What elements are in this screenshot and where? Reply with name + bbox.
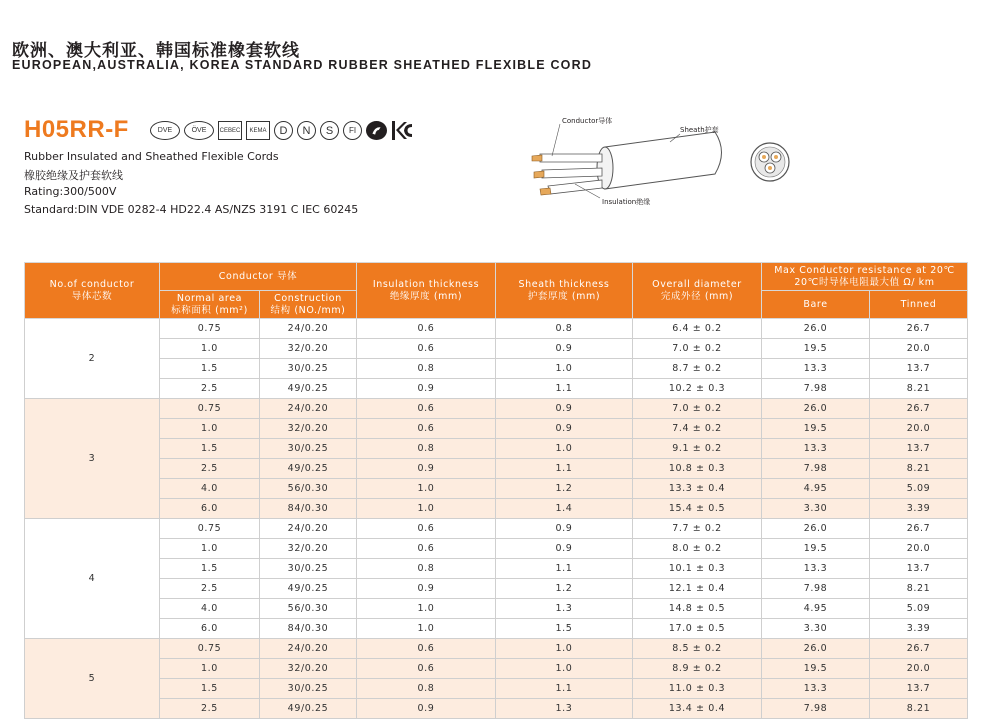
cell-construction: 49/0.25 — [260, 579, 357, 599]
cell-bare: 26.0 — [762, 319, 870, 339]
cell-bare: 3.30 — [762, 499, 870, 519]
s-mark-icon: S — [320, 121, 339, 140]
cell-tinned: 3.39 — [870, 619, 968, 639]
cell-tinned: 13.7 — [870, 359, 968, 379]
cell-insulation: 0.6 — [357, 639, 496, 659]
cell-diameter: 12.1 ± 0.4 — [633, 579, 762, 599]
insulation-label: Insulation绝缘 — [602, 198, 651, 206]
cell-sheath: 1.3 — [496, 599, 633, 619]
vde-mark-icon: DVE — [150, 121, 180, 140]
cell-bare: 26.0 — [762, 399, 870, 419]
cell-insulation: 1.0 — [357, 499, 496, 519]
table-row — [25, 599, 968, 619]
table-row — [25, 439, 968, 459]
description-en: Rubber Insulated and Sheathed Flexible Cords — [24, 150, 279, 163]
table-row — [25, 339, 968, 359]
cell-area: 1.0 — [160, 539, 260, 559]
cell-bare: 7.98 — [762, 699, 870, 719]
cell-tinned: 8.21 — [870, 579, 968, 599]
cell-insulation: 1.0 — [357, 599, 496, 619]
ove-mark-icon: ÖVE — [184, 121, 214, 140]
cell-construction: 49/0.25 — [260, 699, 357, 719]
cell-construction: 32/0.20 — [260, 539, 357, 559]
cell-sheath: 1.1 — [496, 559, 633, 579]
cell-construction: 84/0.30 — [260, 499, 357, 519]
cell-construction: 32/0.20 — [260, 659, 357, 679]
description-cn: 橡胶绝缘及护套软线 — [24, 169, 123, 182]
cell-sheath: 1.1 — [496, 379, 633, 399]
cell-sheath: 0.9 — [496, 419, 633, 439]
table-row — [25, 659, 968, 679]
cell-construction: 56/0.30 — [260, 599, 357, 619]
table-row — [25, 319, 968, 339]
cell-tinned: 20.0 — [870, 419, 968, 439]
cell-diameter: 8.0 ± 0.2 — [633, 539, 762, 559]
cell-tinned: 3.39 — [870, 499, 968, 519]
cell-construction: 30/0.25 — [260, 359, 357, 379]
conductor-count-cell: 5 — [25, 639, 160, 719]
cell-bare: 19.5 — [762, 419, 870, 439]
spec-table-body — [25, 319, 968, 719]
header-bare: Bare — [762, 291, 870, 319]
standard: Standard:DIN VDE 0282-4 HD22.4 AS/NZS 3191 C IEC 60245 — [24, 203, 359, 216]
cell-bare: 26.0 — [762, 639, 870, 659]
spec-table — [24, 262, 968, 719]
table-row — [25, 399, 968, 419]
cell-insulation: 1.0 — [357, 479, 496, 499]
table-row — [25, 699, 968, 719]
table-row — [25, 359, 968, 379]
cell-diameter: 14.8 ± 0.5 — [633, 599, 762, 619]
cell-tinned: 20.0 — [870, 659, 968, 679]
table-row — [25, 479, 968, 499]
kema-mark-icon: KEMA — [246, 121, 270, 140]
cell-bare: 19.5 — [762, 659, 870, 679]
cell-construction: 24/0.20 — [260, 639, 357, 659]
cell-bare: 7.98 — [762, 379, 870, 399]
kc-mark-icon — [391, 120, 413, 141]
cell-area: 2.5 — [160, 459, 260, 479]
cell-area: 2.5 — [160, 379, 260, 399]
conductor-count-cell: 4 — [25, 519, 160, 639]
cell-tinned: 20.0 — [870, 339, 968, 359]
cell-construction: 30/0.25 — [260, 559, 357, 579]
cell-area: 2.5 — [160, 699, 260, 719]
cell-insulation: 1.0 — [357, 619, 496, 639]
header-resistance: Max Conductor resistance at 20℃ 20℃时导体电阻最大值 Ω/ km — [762, 263, 968, 291]
table-row — [25, 559, 968, 579]
table-row — [25, 579, 968, 599]
page-title-cn: 欧洲、澳大利亚、韩国标准橡套软线 — [12, 41, 300, 61]
cell-area: 0.75 — [160, 519, 260, 539]
cell-area: 1.0 — [160, 419, 260, 439]
cell-sheath: 1.0 — [496, 359, 633, 379]
cell-tinned: 5.09 — [870, 599, 968, 619]
table-row — [25, 639, 968, 659]
cell-insulation: 0.8 — [357, 679, 496, 699]
cell-insulation: 0.6 — [357, 419, 496, 439]
cell-area: 6.0 — [160, 499, 260, 519]
cell-sheath: 1.1 — [496, 459, 633, 479]
n-mark-icon: N — [297, 121, 316, 140]
cell-bare: 13.3 — [762, 439, 870, 459]
cell-sheath: 0.9 — [496, 339, 633, 359]
cell-sheath: 1.3 — [496, 699, 633, 719]
cell-insulation: 0.9 — [357, 699, 496, 719]
cell-diameter: 10.2 ± 0.3 — [633, 379, 762, 399]
cell-area: 1.0 — [160, 339, 260, 359]
cell-bare: 13.3 — [762, 359, 870, 379]
cell-sheath: 1.0 — [496, 439, 633, 459]
conductor-count-cell: 3 — [25, 399, 160, 519]
cell-bare: 4.95 — [762, 599, 870, 619]
cell-area: 0.75 — [160, 319, 260, 339]
cell-tinned: 26.7 — [870, 319, 968, 339]
certification-marks — [150, 120, 413, 141]
cell-construction: 84/0.30 — [260, 619, 357, 639]
cell-diameter: 11.0 ± 0.3 — [633, 679, 762, 699]
cell-area: 4.0 — [160, 599, 260, 619]
cell-bare: 13.3 — [762, 679, 870, 699]
cell-bare: 4.95 — [762, 479, 870, 499]
cell-construction: 32/0.20 — [260, 419, 357, 439]
header-normal-area: Normal area 标称面积 (mm²) — [160, 291, 260, 319]
conductor-count-cell: 2 — [25, 319, 160, 399]
cell-construction: 49/0.25 — [260, 379, 357, 399]
cell-tinned: 13.7 — [870, 439, 968, 459]
saa-mark-icon — [366, 121, 387, 140]
header-conductor: Conductor 导体 — [160, 263, 357, 291]
model-name: H05RR-F — [24, 116, 129, 143]
sheath-label: Sheath护套 — [680, 126, 719, 134]
table-row — [25, 379, 968, 399]
table-row — [25, 679, 968, 699]
header-sheath: Sheath thickness 护套厚度 (mm) — [496, 263, 633, 319]
cell-construction: 32/0.20 — [260, 339, 357, 359]
header-conductors-no: No.of conductor 导体芯数 — [25, 263, 160, 319]
cell-construction: 49/0.25 — [260, 459, 357, 479]
cell-sheath: 0.9 — [496, 539, 633, 559]
cell-construction: 30/0.25 — [260, 679, 357, 699]
cell-tinned: 26.7 — [870, 399, 968, 419]
cable-diagram — [530, 112, 800, 212]
cell-insulation: 0.6 — [357, 339, 496, 359]
cell-construction: 24/0.20 — [260, 519, 357, 539]
cell-insulation: 0.9 — [357, 459, 496, 479]
cell-area: 2.5 — [160, 579, 260, 599]
table-row — [25, 519, 968, 539]
cell-insulation: 0.6 — [357, 399, 496, 419]
cell-area: 1.5 — [160, 439, 260, 459]
cell-diameter: 7.4 ± 0.2 — [633, 419, 762, 439]
cell-diameter: 7.0 ± 0.2 — [633, 339, 762, 359]
cebec-mark-icon: CEBEC — [218, 121, 242, 140]
cell-insulation: 0.8 — [357, 559, 496, 579]
cell-diameter: 10.1 ± 0.3 — [633, 559, 762, 579]
cell-construction: 24/0.20 — [260, 319, 357, 339]
cell-sheath: 1.0 — [496, 659, 633, 679]
cell-diameter: 8.7 ± 0.2 — [633, 359, 762, 379]
cell-sheath: 0.9 — [496, 519, 633, 539]
cell-sheath: 0.8 — [496, 319, 633, 339]
cell-tinned: 5.09 — [870, 479, 968, 499]
cell-diameter: 7.0 ± 0.2 — [633, 399, 762, 419]
header-construction: Construction 结构 (NO./mm) — [260, 291, 357, 319]
cell-construction: 30/0.25 — [260, 439, 357, 459]
cell-area: 1.0 — [160, 659, 260, 679]
cell-sheath: 1.2 — [496, 579, 633, 599]
cell-diameter: 9.1 ± 0.2 — [633, 439, 762, 459]
cell-diameter: 17.0 ± 0.5 — [633, 619, 762, 639]
cell-bare: 7.98 — [762, 459, 870, 479]
cell-area: 1.5 — [160, 559, 260, 579]
page-title-en: EUROPEAN,AUSTRALIA, KOREA STANDARD RUBBER SHEATHED FLEXIBLE CORD — [12, 58, 593, 72]
cell-diameter: 8.9 ± 0.2 — [633, 659, 762, 679]
cell-insulation: 0.6 — [357, 659, 496, 679]
cell-tinned: 20.0 — [870, 539, 968, 559]
cell-area: 0.75 — [160, 639, 260, 659]
table-row — [25, 419, 968, 439]
cell-diameter: 13.3 ± 0.4 — [633, 479, 762, 499]
cell-construction: 24/0.20 — [260, 399, 357, 419]
cell-bare: 19.5 — [762, 339, 870, 359]
cell-sheath: 1.2 — [496, 479, 633, 499]
cell-area: 4.0 — [160, 479, 260, 499]
cell-bare: 3.30 — [762, 619, 870, 639]
fi-mark-icon: FI — [343, 121, 362, 140]
cell-bare: 19.5 — [762, 539, 870, 559]
table-row — [25, 619, 968, 639]
cell-tinned: 26.7 — [870, 519, 968, 539]
rating: Rating:300/500V — [24, 185, 117, 198]
cell-insulation: 0.9 — [357, 579, 496, 599]
cell-diameter: 8.5 ± 0.2 — [633, 639, 762, 659]
table-row — [25, 459, 968, 479]
cell-area: 0.75 — [160, 399, 260, 419]
cell-area: 1.5 — [160, 359, 260, 379]
cell-diameter: 13.4 ± 0.4 — [633, 699, 762, 719]
cell-tinned: 8.21 — [870, 459, 968, 479]
cell-insulation: 0.6 — [357, 519, 496, 539]
cell-sheath: 1.1 — [496, 679, 633, 699]
table-row — [25, 499, 968, 519]
cell-diameter: 6.4 ± 0.2 — [633, 319, 762, 339]
cell-bare: 7.98 — [762, 579, 870, 599]
cell-insulation: 0.6 — [357, 539, 496, 559]
cell-sheath: 1.5 — [496, 619, 633, 639]
header-tinned: Tinned — [870, 291, 968, 319]
cell-insulation: 0.6 — [357, 319, 496, 339]
cell-tinned: 13.7 — [870, 679, 968, 699]
cell-area: 6.0 — [160, 619, 260, 639]
cell-tinned: 13.7 — [870, 559, 968, 579]
cell-diameter: 15.4 ± 0.5 — [633, 499, 762, 519]
cell-diameter: 7.7 ± 0.2 — [633, 519, 762, 539]
cell-construction: 56/0.30 — [260, 479, 357, 499]
cell-bare: 26.0 — [762, 519, 870, 539]
table-row — [25, 539, 968, 559]
header-diameter: Overall diameter 完成外径 (mm) — [633, 263, 762, 319]
conductor-label: Conductor导体 — [562, 117, 613, 125]
cell-tinned: 8.21 — [870, 699, 968, 719]
cell-diameter: 10.8 ± 0.3 — [633, 459, 762, 479]
cell-bare: 13.3 — [762, 559, 870, 579]
d-mark-icon: D — [274, 121, 293, 140]
cell-insulation: 0.8 — [357, 439, 496, 459]
header-insulation: Insulation thickness 绝缘厚度 (mm) — [357, 263, 496, 319]
cell-insulation: 0.9 — [357, 379, 496, 399]
cell-sheath: 0.9 — [496, 399, 633, 419]
cell-tinned: 26.7 — [870, 639, 968, 659]
cell-sheath: 1.0 — [496, 639, 633, 659]
cell-area: 1.5 — [160, 679, 260, 699]
cell-sheath: 1.4 — [496, 499, 633, 519]
cell-tinned: 8.21 — [870, 379, 968, 399]
cell-insulation: 0.8 — [357, 359, 496, 379]
